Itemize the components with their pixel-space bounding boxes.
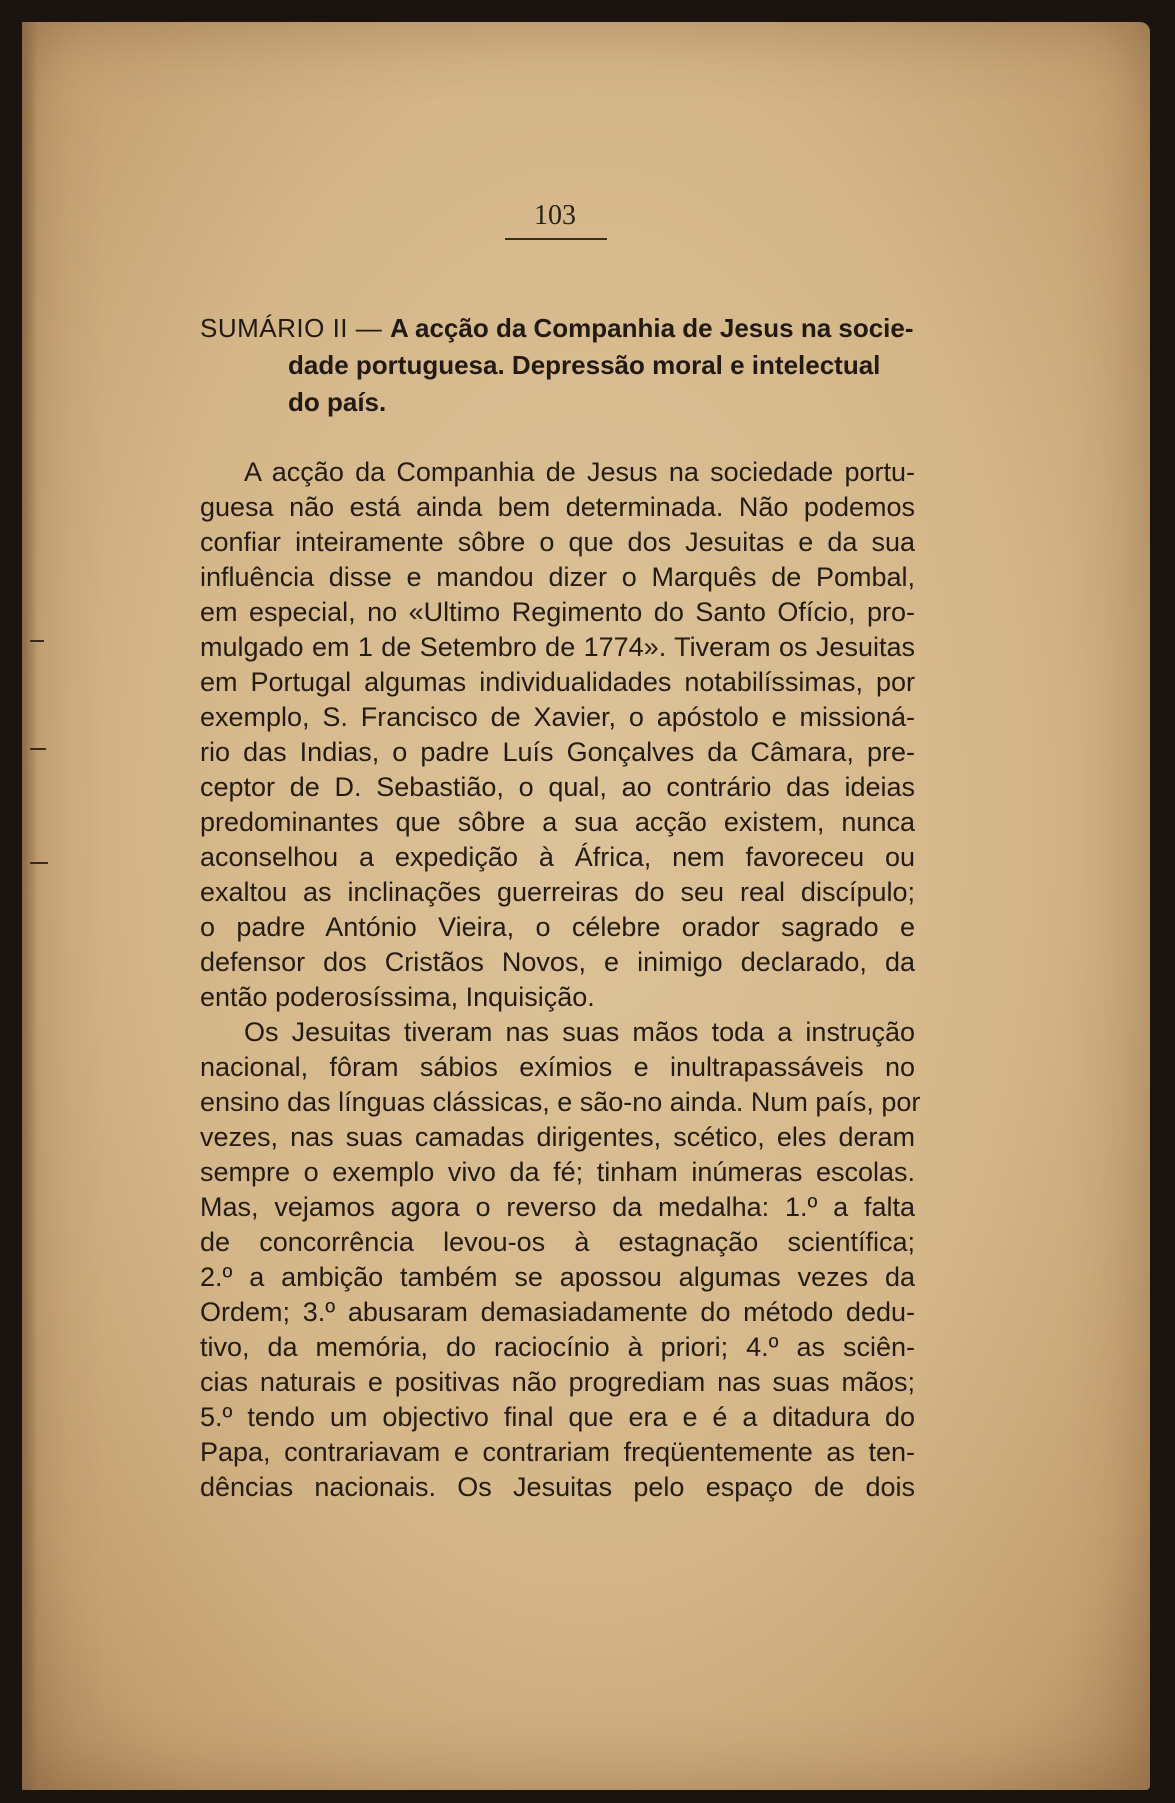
- text-line: vezes, nas suas camadas dirigentes, scético, eles deram: [200, 1122, 915, 1152]
- text-line: guesa não está ainda bem determinada. Não podemos: [200, 492, 915, 522]
- text-line: tivo, da memória, do raciocínio à priori; 4.º as sciên-: [200, 1332, 915, 1362]
- margin-tick-mark: [30, 748, 46, 750]
- text-line: mulgado em 1 de Setembro de 1774». Tiveram os Jesuitas: [200, 632, 915, 662]
- text-line: sempre o exemplo vivo da fé; tinham inúmeras escolas.: [200, 1157, 915, 1187]
- page-binding-edge: [22, 22, 38, 1790]
- margin-tick-mark: [30, 862, 48, 864]
- margin-tick-mark: [30, 640, 44, 642]
- summary-line: do país.: [288, 387, 387, 417]
- text-line: Os Jesuitas tiveram nas suas mãos toda a instrução: [244, 1017, 915, 1047]
- text-line: de concorrência levou-os à estagnação scientífica;: [200, 1227, 915, 1257]
- text-line: dências nacionais. Os Jesuitas pelo espaço de dois: [200, 1472, 915, 1502]
- text-line: Mas, vejamos agora o reverso da medalha: 1.º a falta: [200, 1192, 915, 1222]
- text-line: exemplo, S. Francisco de Xavier, o apóstolo e missioná-: [200, 702, 915, 732]
- text-line: Ordem; 3.º abusaram demasiadamente do método dedu-: [200, 1297, 915, 1327]
- text-line: predominantes que sôbre a sua acção existem, nunca: [200, 807, 915, 837]
- text-line: 5.º tendo um objectivo final que era e é a ditadura do: [200, 1402, 915, 1432]
- text-line: nacional, fôram sábios exímios e inultrapassáveis no: [200, 1052, 915, 1082]
- text-line: confiar inteiramente sôbre o que dos Jesuitas e da sua: [200, 527, 915, 557]
- page-number-rule: [505, 238, 607, 240]
- text-line: rio das Indias, o padre Luís Gonçalves da Câmara, pre-: [200, 737, 915, 767]
- text-line: defensor dos Cristãos Novos, e inimigo declarado, da: [200, 947, 915, 977]
- text-line: A acção da Companhia de Jesus na sociedade portu-: [244, 457, 915, 487]
- text-line: em Portugal algumas individualidades notabilíssimas, por: [200, 667, 915, 697]
- text-line: 2.º a ambição também se apossou algumas vezes da: [200, 1262, 915, 1292]
- text-line: então poderosíssima, Inquisição.: [200, 982, 595, 1012]
- text-line: influência disse e mandou dizer o Marquês de Pombal,: [200, 562, 915, 592]
- text-line: Papa, contrariavam e contrariam freqüentemente as ten-: [200, 1437, 915, 1467]
- summary-line: SUMÁRIO II — A acção da Companhia de Jesus na socie-: [200, 313, 914, 343]
- text-line: ceptor de D. Sebastião, o qual, ao contrário das ideias: [200, 772, 915, 802]
- text-line: exaltou as inclinações guerreiras do seu real discípulo;: [200, 877, 915, 907]
- text-line: aconselhou a expedição à África, nem favoreceu ou: [200, 842, 915, 872]
- text-line: cias naturais e positivas não progrediam nas suas mãos;: [200, 1367, 915, 1397]
- page-number: 103: [534, 200, 576, 231]
- text-line: em especial, no «Ultimo Regimento do Santo Ofício, pro-: [200, 597, 915, 627]
- text-line: o padre António Vieira, o célebre orador sagrado e: [200, 912, 915, 942]
- chapter-summary: [200, 310, 915, 421]
- summary-line: dade portuguesa. Depressão moral e intelectual: [288, 350, 881, 380]
- text-line: ensino das línguas clássicas, e são-no ainda. Num país, por: [200, 1087, 921, 1117]
- body-text: [200, 455, 921, 1505]
